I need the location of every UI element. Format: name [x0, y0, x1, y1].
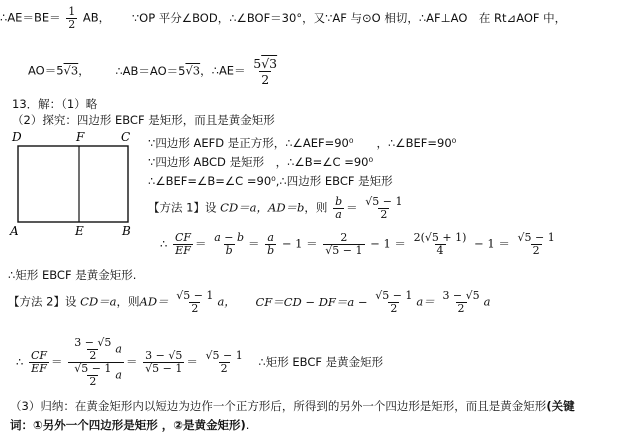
ao-label: AO＝5: [28, 63, 64, 78]
label-e: E: [75, 224, 84, 238]
fraction-result: $\frac{√5 - 1}{2}$: [517, 231, 555, 257]
line1-c: ∵OP 平分∠BOD，∴∠BOF＝30°，又∵AF 与⊙O 相切，∴AF⊥AO 在 Rt⊿AOF 中，: [131, 10, 567, 25]
line1-a: ∴AE＝BE＝: [0, 10, 61, 25]
method1-head: 【方法 1】设: [148, 200, 221, 215]
fraction-a-over-b: $\frac{a}{b}$: [267, 231, 275, 257]
fraction-b-over-a: $\frac{b}{a}$: [335, 195, 343, 221]
fraction-5sqrt3-over-2: $\frac{5√3}{2}$: [253, 56, 278, 87]
ab-eq: ∴AB＝AO＝5: [115, 63, 186, 78]
method2-head: 【方法 2】设: [8, 294, 81, 309]
proof-line-2: ∵四边形 ABCD 是矩形 ，∴∠B=∠C =90⁰: [148, 155, 374, 169]
fraction-rationalized: $\frac{2(√5 + 1)}{4}$: [413, 231, 467, 257]
fraction-m2-cf-ef: $\frac{CF}{EF}$: [30, 349, 48, 375]
method2-chain: ∴ $\frac{CF}{EF}$ ＝ $\frac{3 - √5}{2}$ a $\frac{√5 - 1}{2}$ a ＝ $\frac{3 - √5}{√5 - 1}$ ＝ $\frac{√5 - 1}{2}$ ∴矩形 EBCF 是黄金矩形: [16, 336, 384, 388]
fraction-cf-ef: $\frac{CF}{EF}$: [174, 231, 192, 257]
q13-heading: 13．解：（1）略: [12, 97, 98, 111]
fraction-m2-simplified: $\frac{3 - √5}{√5 - 1}$: [145, 349, 183, 375]
proof-line-3: ∴∠BEF=∠B=∠C =90⁰,∴四边形 EBCF 是矩形: [148, 174, 393, 188]
label-c: C: [121, 131, 131, 144]
q13-part2: （2）探究：四边形 EBCF 是矩形，而且是黄金矩形: [12, 113, 275, 127]
ae-eq: ，∴AE＝: [200, 63, 246, 78]
conclusion-2: ∴矩形 EBCF 是黄金矩形: [258, 354, 384, 369]
proof-line-1: ∵四边形 AEFD 是正方形，∴∠AEF=90⁰ ，∴∠BEF=90⁰: [148, 136, 457, 150]
fraction-m2-ad: $\frac{√5 - 1}{2}$: [176, 289, 214, 315]
fraction-golden-ratio: $\frac{√5 - 1}{2}$: [365, 195, 403, 221]
sqrt3-a: √3: [63, 63, 79, 78]
rect-abcd: [18, 146, 128, 222]
q13-part3-line1: （3）归纳：在黄金矩形内以短边为边作一个正方形后，所得到的另外一个四边形是矩形，而且是黄金矩形(关键: [10, 399, 575, 413]
fraction-m2-cf: $\frac{3 - √5}{2}$: [442, 289, 480, 315]
line1-b: AB，: [82, 10, 111, 25]
method1-vars: CD＝a，AD＝b: [220, 200, 305, 215]
conclusion-1: ∴矩形 EBCF 是黄金矩形.: [8, 268, 137, 282]
line-2: AO＝5√3， ∴AB＝AO＝5√3，∴AE＝ $\frac{5√3}{2}$: [28, 56, 278, 87]
label-f: F: [76, 131, 85, 144]
method1-chain: ∴ $\frac{CF}{EF}$ ＝ $\frac{a - b}{b}$ ＝ $\frac{a}{b}$ − 1 ＝ $\frac{2}{√5 - 1}$ − 1 ＝ $\frac{2(√5 + 1)}{4}$ − 1 ＝ $\frac{√5 - 1}{2}$: [160, 231, 555, 257]
sqrt3-b: √3: [185, 63, 201, 78]
fraction-2-over-sqrt5-1: $\frac{2}{√5 - 1}$: [325, 231, 363, 257]
fraction-a-minus-b-over-b: $\frac{a - b}{b}$: [214, 231, 245, 257]
fraction-compound: $\frac{3 - √5}{2}$ a $\frac{√5 - 1}{2}$ a: [68, 337, 124, 388]
fraction-half: $\frac{1}{2}$: [68, 5, 76, 31]
label-b: B: [122, 224, 131, 238]
line-1: [0, 6, 566, 31]
cf-expression: CF＝CD − DF＝a −: [255, 294, 368, 309]
label-a: A: [10, 224, 19, 238]
method2-line: 【方法 2】设 CD＝a，则AD＝ $\frac{√5 - 1}{2}$ a， CF＝CD − DF＝a − $\frac{√5 - 1}{2}$ a＝ $\frac{3 - √5}{2}$ a: [8, 289, 491, 315]
fraction-m2-result: $\frac{√5 - 1}{2}$: [205, 349, 243, 375]
label-d: D: [12, 131, 22, 144]
q13-part3-line2: 词：①另外一个四边形是矩形 ，②是黄金矩形).: [10, 418, 250, 432]
method1-line: 【方法 1】设 CD＝a，AD＝b，则 $\frac{b}{a}$ ＝ $\frac{√5 - 1}{2}$: [148, 195, 403, 221]
fraction-m2-df: $\frac{√5 - 1}{2}$: [375, 289, 413, 315]
rectangle-figure: [8, 131, 136, 239]
